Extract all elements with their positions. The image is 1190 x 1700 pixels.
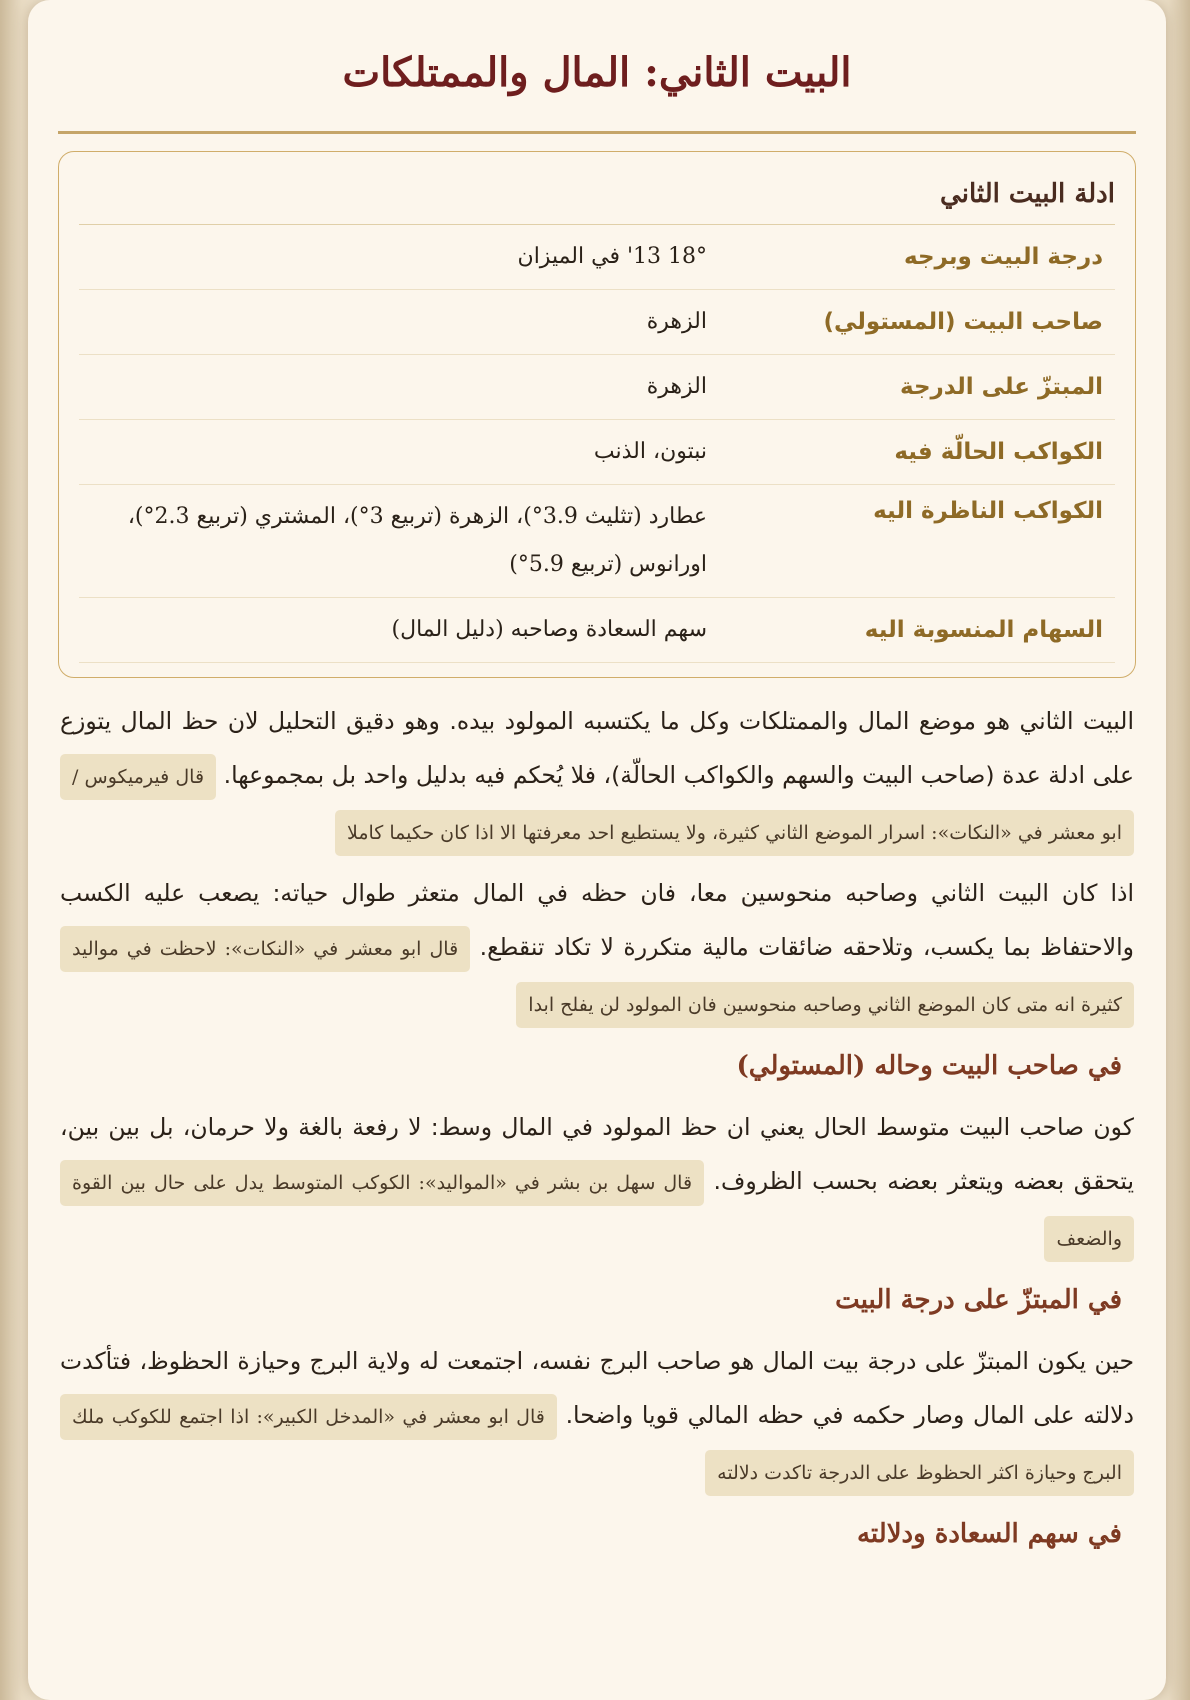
body-paragraph [60, 1100, 1134, 1266]
page-title: البيت الثاني: المال والممتلكات [342, 49, 852, 96]
evidence-box-title: ادلة البيت الثاني [79, 164, 1115, 225]
quote-citation: قال سهل بن بشر في «المواليد»: الكوكب المتوسط يدل على حال بين القوة والضعف [60, 1160, 1134, 1262]
paragraph-text: كون صاحب البيت متوسط الحال يعني ان حظ المولود في المال وسط: لا رفعة بالغة ولا حرمان، بل بين بين، يتحقق بعضه ويتعثر بعضه بحسب الظروف. [60, 1113, 1134, 1195]
evidence-value: عطارد (تثليث 3.9°)، الزهرة (تربيع 3°)، المشتري (تربيع 2.3°)، اورانوس (تربيع 5.9°) [127, 504, 707, 577]
quote-citation: قال ابو معشر في «المدخل الكبير»: اذا اجتمع للكوكب ملك البرج وحيازة اكثر الحظوظ على الدرجة تاكدت دلالته [60, 1394, 1134, 1496]
evidence-value: سهم السعادة وصاحبه (دليل المال) [391, 617, 707, 642]
evidence-label: الكواكب الناظرة اليه [873, 498, 1103, 524]
quote-citation: قال ابو معشر في «النكات»: لاحظت في مواليد كثيرة انه متى كان الموضع الثاني وصاحبه منحوسين فان المولود لن يفلح ابدا [60, 926, 1134, 1028]
section-heading: في صاحب البيت وحاله (المستولي) [736, 1051, 1122, 1081]
title-divider [58, 131, 1136, 134]
evidence-label: المبتزّ على الدرجة [900, 374, 1103, 400]
evidence-label: السهام المنسوبة اليه [864, 617, 1103, 643]
evidence-box [58, 151, 1136, 678]
evidence-label: الكواكب الحالّة فيه [894, 439, 1103, 465]
evidence-label: صاحب البيت (المستولي) [823, 309, 1103, 335]
body-paragraph [60, 866, 1134, 1032]
paragraph-text: اذا كان البيت الثاني وصاحبه منحوسين معا، فان حظه في المال متعثر طوال حياته: يصعب عليه الكسب والاحتفاظ بما يكسب، وتلاحقه ضائقات مالية متكررة لا تكاد تنقطع. [60, 879, 1134, 961]
evidence-row [79, 290, 1115, 355]
section-heading: في سهم السعادة ودلالته [856, 1519, 1122, 1549]
evidence-value: الزهرة [646, 374, 707, 399]
quote-citation: قال فيرميكوس / ابو معشر في «النكات»: اسرار الموضع الثاني كثيرة، ولا يستطيع احد معرفتها الا اذا كان حكيما كاملا [60, 754, 1134, 856]
body-paragraph [60, 694, 1134, 860]
evidence-value: 18° 13' في الميزان [517, 244, 707, 269]
paragraph-text: حين يكون المبتزّ على درجة بيت المال هو صاحب البرج نفسه، اجتمعت له ولاية البرج وحيازة الحظوظ، فتأكدت دلالته على المال وصار حكمه في حظه المالي قويا واضحا. [60, 1347, 1134, 1429]
evidence-row [79, 598, 1115, 663]
evidence-row [79, 485, 1115, 598]
evidence-row [79, 420, 1115, 485]
evidence-row [79, 355, 1115, 420]
evidence-value: نبتون، الذنب [593, 439, 707, 464]
paragraph-text: البيت الثاني هو موضع المال والممتلكات وكل ما يكتسبه المولود بيده. وهو دقيق التحليل لان حظ المال يتوزع على ادلة عدة (صاحب البيت والسهم والكواكب الحالّة)، فلا يُحكم فيه بدليل واحد بل بمجموعها. [60, 707, 1134, 789]
section-heading: في المبتزّ على درجة البيت [835, 1285, 1122, 1315]
evidence-label: درجة البيت وبرجه [904, 244, 1103, 270]
body-paragraph [60, 1334, 1134, 1500]
evidence-value: الزهرة [646, 309, 707, 334]
main-content [58, 694, 1136, 1556]
document-page [28, 0, 1166, 1700]
evidence-row [79, 225, 1115, 290]
